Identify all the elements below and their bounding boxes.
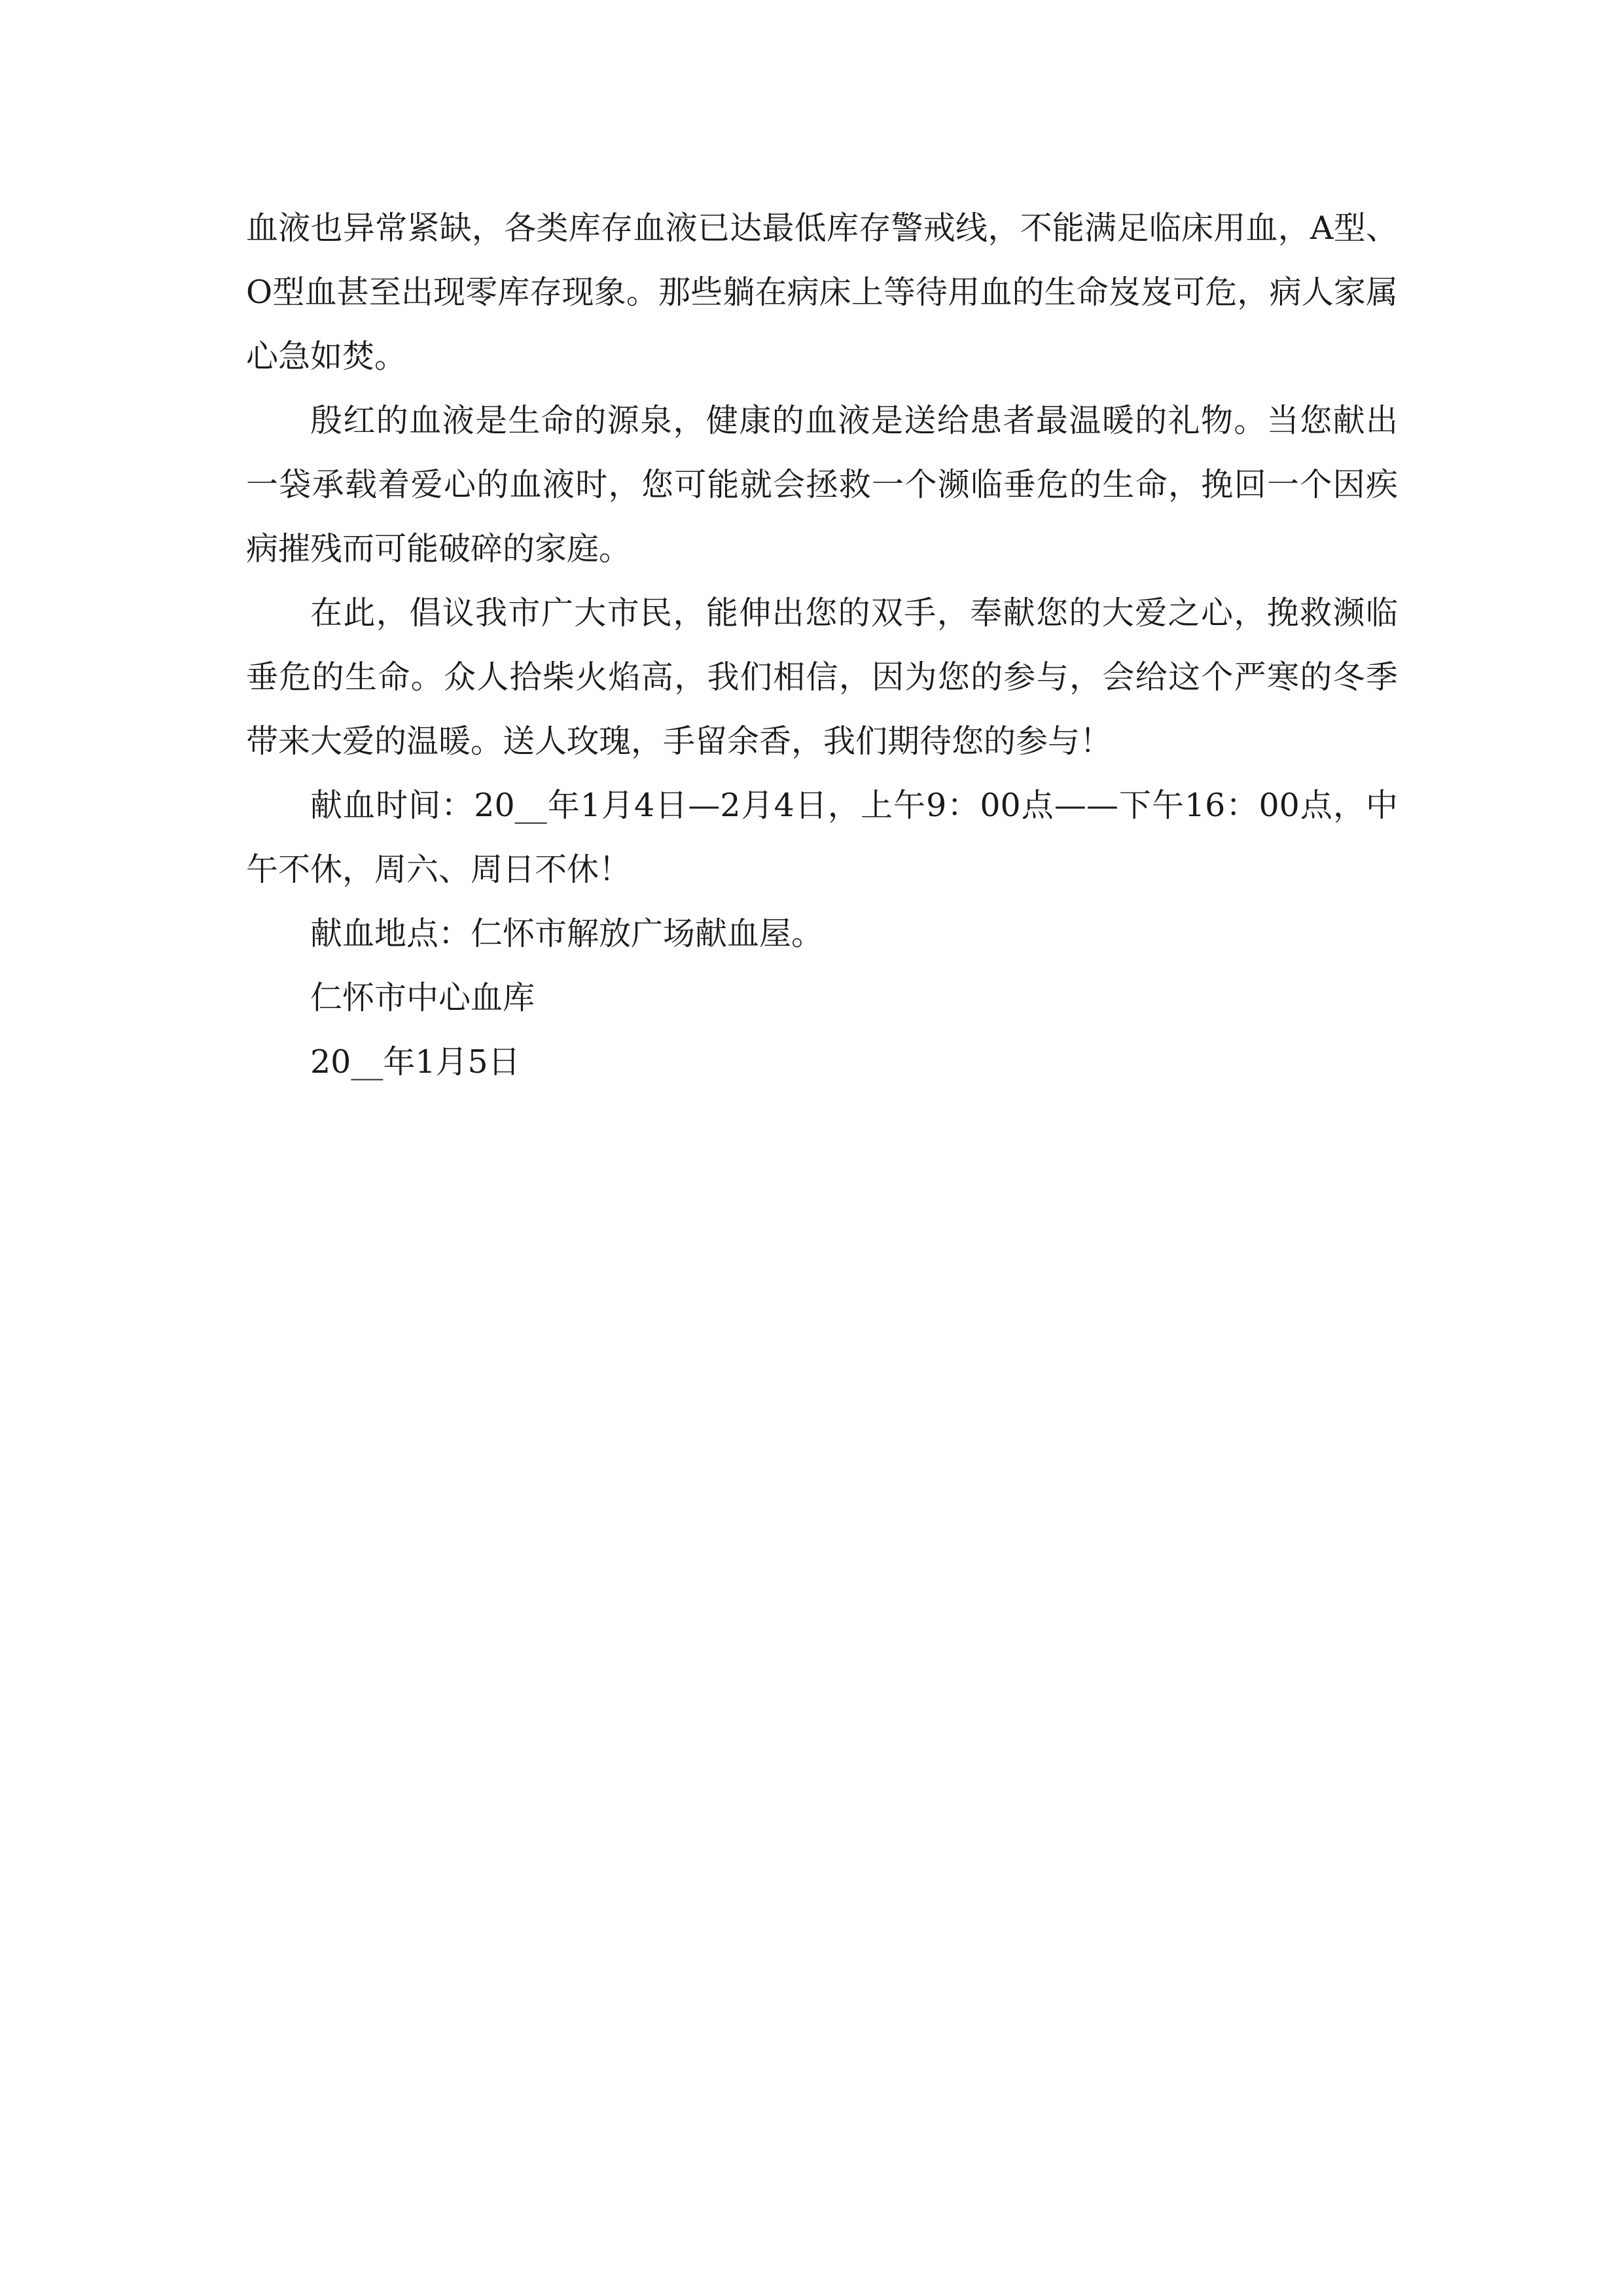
paragraph-blood-shortage: 血液也异常紧缺，各类库存血液已达最低库存警戒线，不能满足临床用血，A型、O型血甚至出现零库存现象。那些躺在病床上等待用血的生命岌岌可危，病人家属心急如焚。 (246, 209, 1398, 375)
document-body (246, 196, 1398, 1094)
paragraph-donation-time: 献血时间：20__年1月4日—2月4日，上午9：00点——下午16：00点，中午不休，周六、周日不休！ (246, 787, 1398, 888)
signature-date: 20__年1月5日 (310, 1043, 520, 1081)
paragraph-donation-location: 献血地点：仁怀市解放广场献血屋。 (310, 915, 824, 952)
paragraph-blood-source-of-life: 殷红的血液是生命的源泉，健康的血液是送给患者最温暖的礼物。当您献出一袋承载着爱心的血液时，您可能就会拯救一个濒临垂危的生命，挽回一个因疾病摧残而可能破碎的家庭。 (246, 402, 1398, 567)
signature-organization: 仁怀市中心血库 (310, 979, 535, 1016)
paragraph-call-to-action: 在此，倡议我市广大市民，能伸出您的双手，奉献您的大爱之心，挽救濒临垂危的生命。众人拾柴火焰高，我们相信，因为您的参与，会给这个严寒的冬季带来大爱的温暖。送人玫瑰，手留余香，我们期待您的参与！ (246, 594, 1398, 760)
